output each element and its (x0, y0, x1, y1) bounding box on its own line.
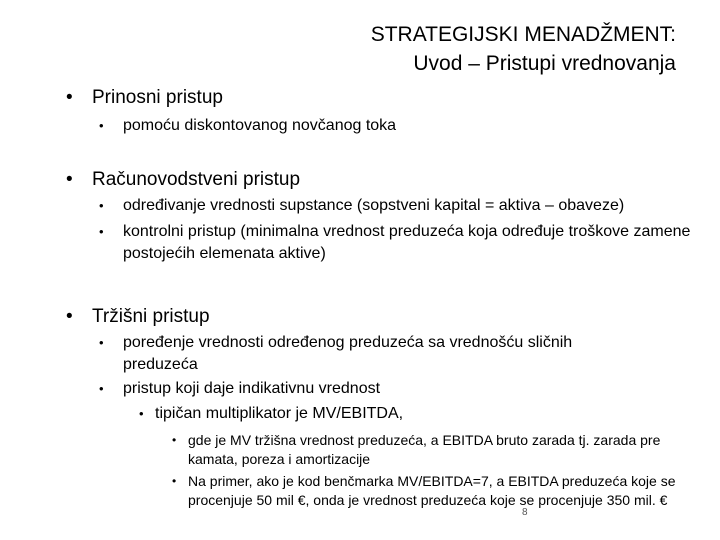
bullet-icon: • (66, 306, 73, 327)
bullet-text: gde je MV tržišna vrednost preduzeća, a EBITDA bruto zarada tj. zarada pre kamata, poreza i amortizacije (188, 432, 661, 467)
bullet-text: Na primer, ako je kod benčmarka MV/EBITDA=7, a EBITDA preduzeća koje se procenjuje 50 mil €, onda je vrednost preduzeća koje se procenjuje 350 mil. € (188, 473, 676, 508)
bullet-prinosni-pristup (66, 86, 223, 110)
sub-bullet-poredjenje-vrednosti (99, 332, 643, 376)
slide-title-line-1: STRATEGIJSKI MENADŽMENT: (370, 23, 676, 46)
sub-bullet-vrednost-supstance (99, 195, 625, 217)
bullet-icon: • (99, 118, 104, 133)
bullet-text: tipičan multiplikator je MV/EBITDA, (155, 405, 404, 422)
sub-bullet-kontrolni-pristup (99, 221, 698, 265)
sub-bullet-diskontovani-tok (99, 115, 397, 137)
bullet-text: kontrolni pristup (minimalna vrednost preduzeća koja određuje troškove zamene postojećih elemenata aktive) (123, 223, 691, 262)
page-number: 8 (522, 507, 528, 518)
sub-sub-bullet-multiplikator (139, 403, 404, 425)
bullet-text: Računovodstveni pristup (92, 169, 301, 190)
slide-title-line-2: Uvod – Pristupi vrednovanja (413, 52, 676, 75)
slide-title (371, 20, 676, 78)
bullet-text: Prinosni pristup (92, 87, 223, 108)
bullet-icon: • (99, 198, 104, 213)
bullet-racunovodstveni-pristup (66, 168, 301, 192)
bullet-trzisni-pristup (66, 305, 210, 329)
bullet-icon: • (66, 87, 73, 108)
sub-bullet-indikativna-vrednost (99, 378, 381, 400)
bullet-icon: • (172, 433, 177, 447)
bullet-text: određivanje vrednosti supstance (sopstveni kapital = aktiva – obaveze) (123, 197, 625, 214)
bullet-text: poređenje vrednosti određenog preduzeća sa vrednošću sličnih preduzeća (123, 334, 573, 373)
bullet-icon: • (139, 406, 144, 421)
detail-bullet-mv-ebitda-definicija (172, 431, 668, 469)
bullet-text: pomoću diskontovanog novčanog toka (123, 117, 397, 134)
detail-bullet-primer (172, 472, 700, 510)
bullet-icon: • (172, 474, 177, 488)
bullet-text: pristup koji daje indikativnu vrednost (123, 380, 381, 397)
bullet-icon: • (99, 381, 104, 396)
bullet-icon: • (99, 224, 104, 239)
bullet-icon: • (99, 335, 104, 350)
bullet-icon: • (66, 169, 73, 190)
bullet-text: Tržišni pristup (92, 306, 210, 327)
